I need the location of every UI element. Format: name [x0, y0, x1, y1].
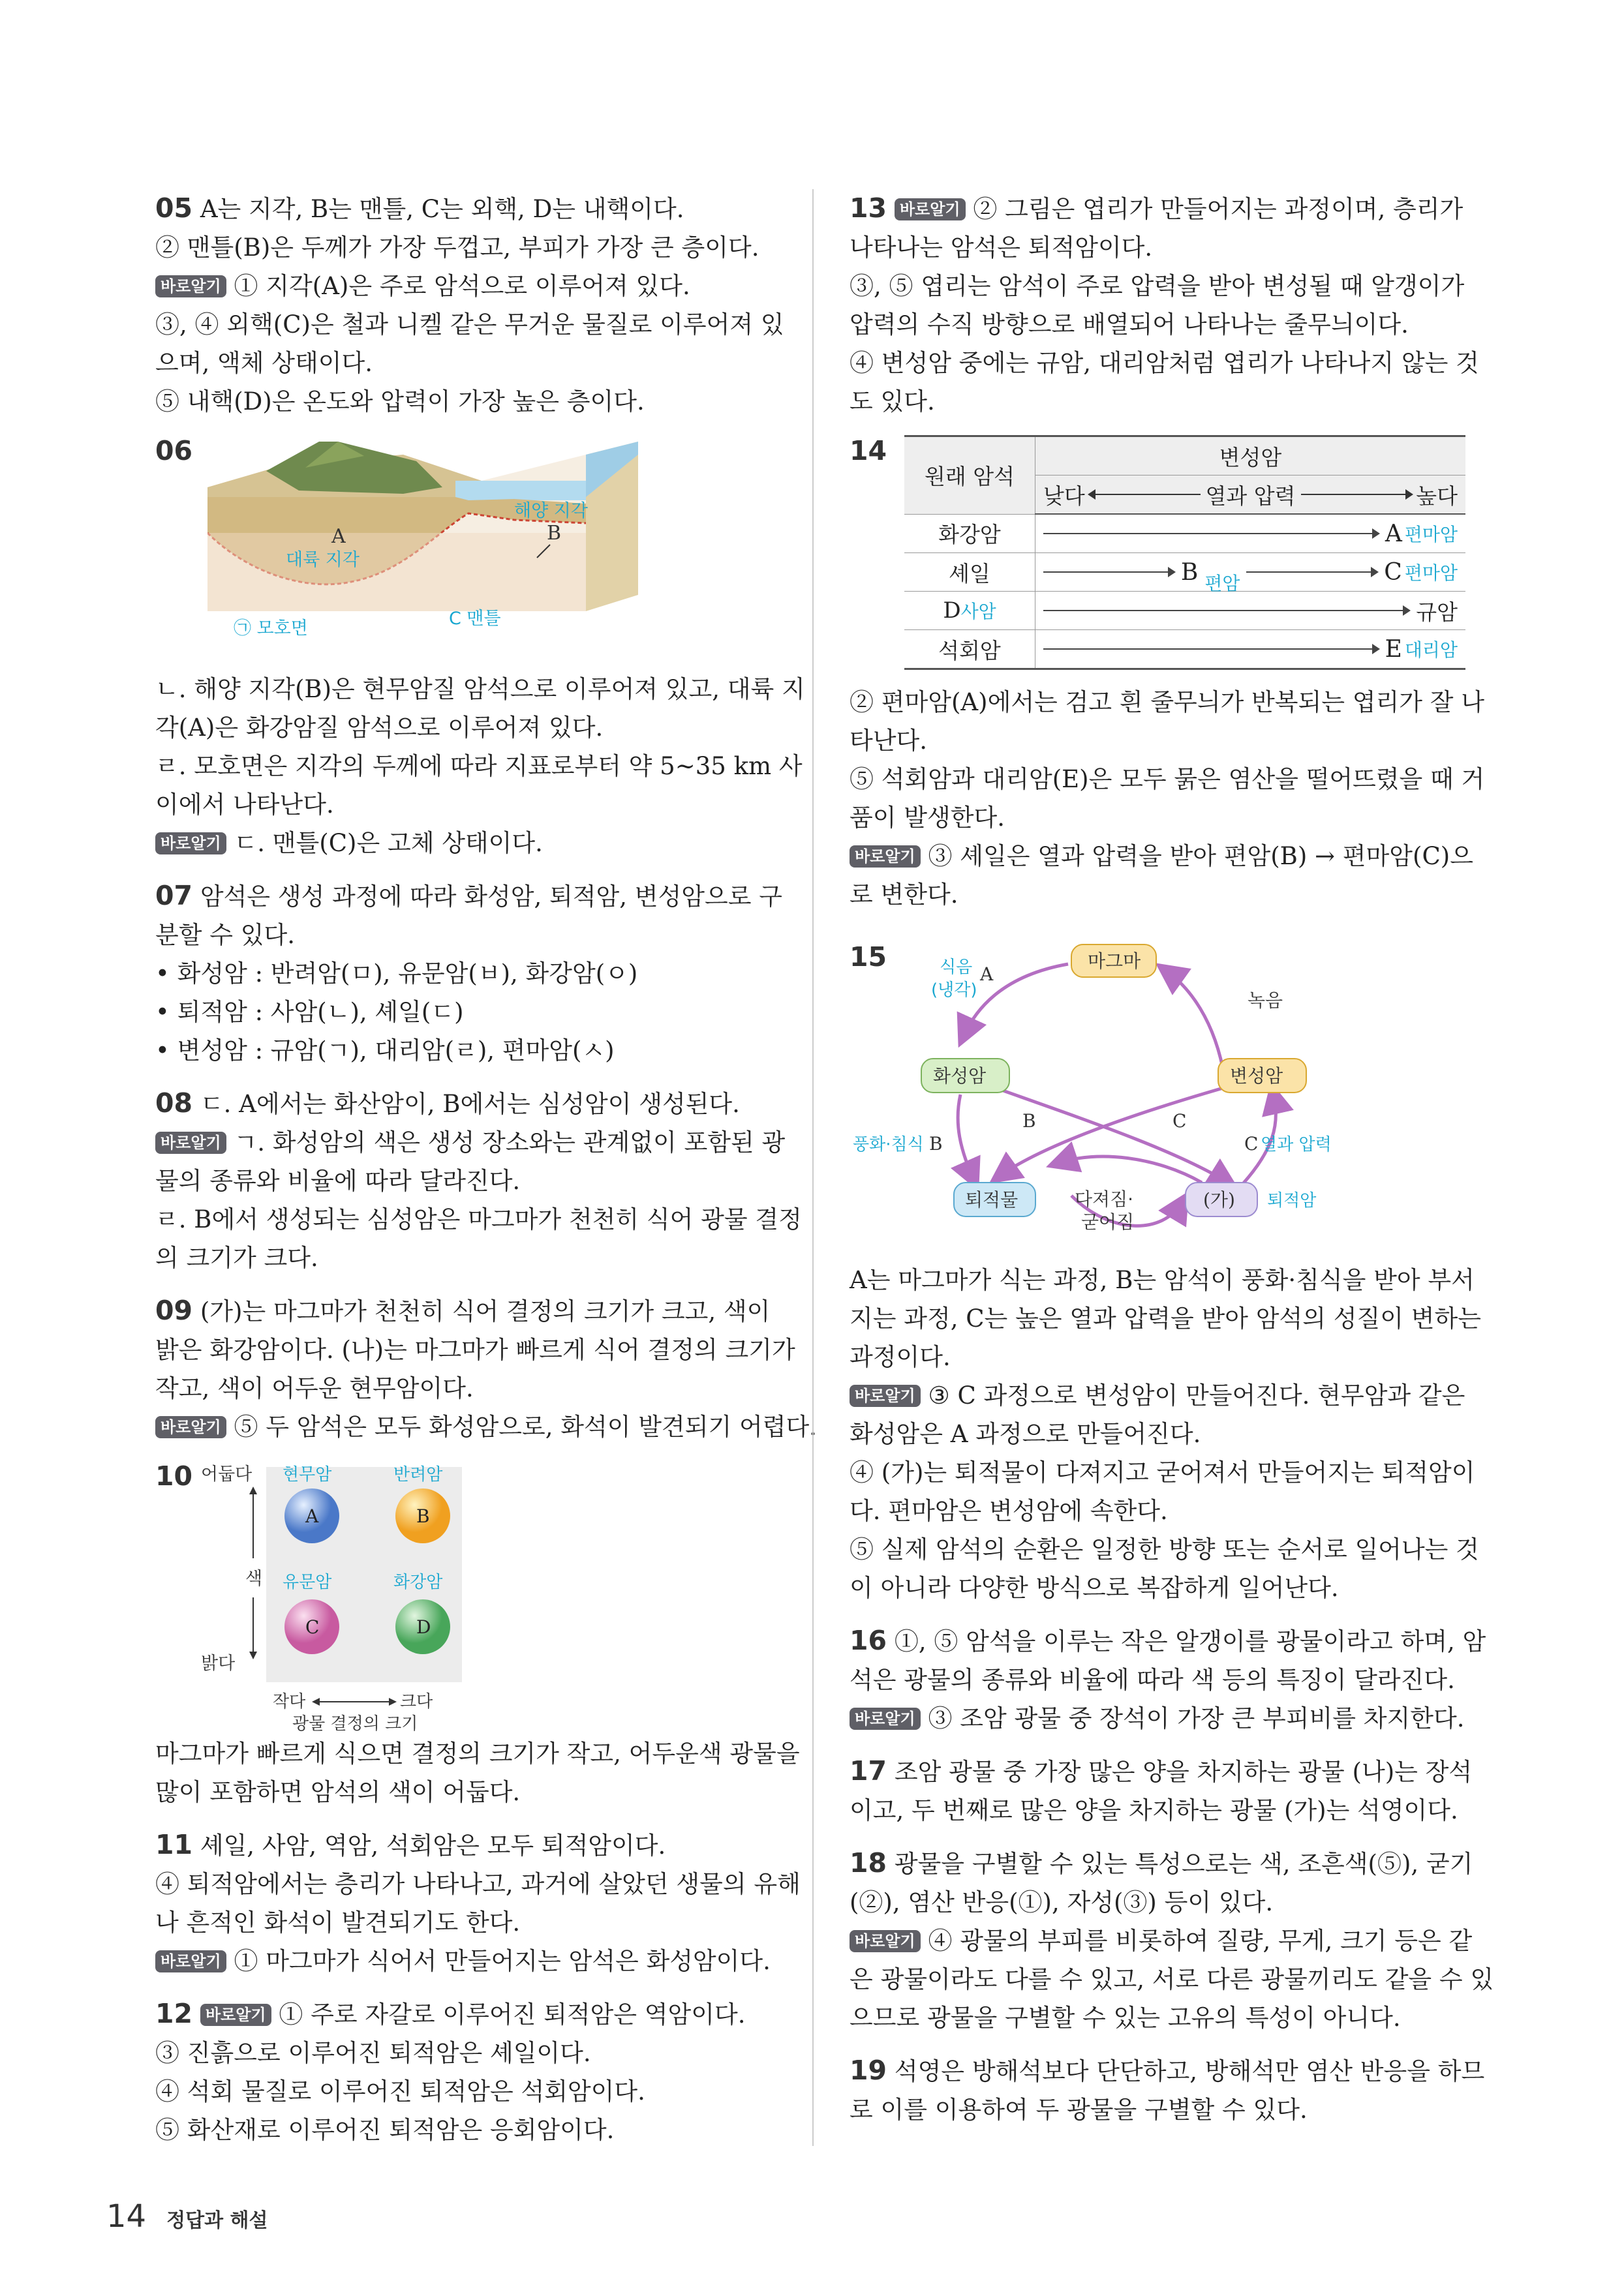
correction-badge: 바로알기 — [850, 845, 921, 868]
arrow-c-cross — [987, 1085, 1228, 1183]
arrow-weathering — [958, 1095, 973, 1179]
answer-text: ④ 퇴적암에서는 층리가 나타나고, 과거에 살았던 생물의 유해 — [155, 1870, 801, 1898]
label-sed-rock: 퇴적암 — [1267, 1191, 1317, 1211]
answer-06 — [155, 435, 805, 862]
answer-text: ④ (가)는 퇴적물이 다져지고 굳어져서 만들어지는 퇴적암이 — [850, 1458, 1475, 1487]
answer-text: • 변성암 : 규암(ㄱ), 대리암(ㄹ), 편마암(ㅅ) — [155, 1036, 615, 1065]
correction-text: ㄱ. 화성암의 색은 생성 장소와는 관계없이 포함된 광 — [234, 1128, 786, 1156]
correction-badge: 바로알기 — [155, 832, 226, 854]
axis-low: 낮다 — [1043, 483, 1085, 509]
answer-text: • 퇴적암 : 사암(ㄴ), 셰일(ㄷ) — [155, 998, 464, 1026]
label-c: C — [1244, 1133, 1259, 1155]
rock-rhyolite: 유문암 — [283, 1573, 332, 1592]
question-number: 12 — [155, 1998, 193, 2029]
answer-text: 이 아니라 다양한 방식으로 복잡하게 일어난다. — [850, 1574, 1339, 1602]
mountain-shape — [266, 442, 442, 494]
label-cementation: 굳어짐 — [1081, 1211, 1135, 1233]
answer-text: 조암 광물 중 가장 많은 양을 차지하는 광물 (나)는 장석 — [894, 1758, 1473, 1786]
answer-text: 나타나는 암석은 퇴적암이다. — [850, 234, 1153, 262]
correction-text: ③ C 과정으로 변성암이 만들어진다. 현무암과 같은 — [928, 1382, 1465, 1410]
answer-text: ④ 석회 물질로 이루어진 퇴적암은 석회암이다. — [155, 2077, 645, 2106]
question-number: 08 — [155, 1087, 193, 1119]
answer-text: 품이 발생한다. — [850, 804, 1005, 832]
correction-badge: 바로알기 — [850, 1385, 921, 1407]
right-column — [850, 189, 1494, 2143]
correction-text: ③ 조암 광물 중 장석이 가장 큰 부피비를 차지한다. — [928, 1704, 1465, 1732]
arrow-ga-weather — [1058, 1156, 1202, 1183]
result-c-name: 편마암 — [1404, 562, 1458, 584]
answer-text: 밝은 화강암이다. (나)는 마그마가 빠르게 식어 결정의 크기가 — [155, 1336, 795, 1364]
result-e-name: 대리암 — [1404, 639, 1458, 661]
label-b-side: B — [929, 1133, 943, 1155]
correction-text: ① 지각(A)은 주로 암석으로 이루어져 있다. — [234, 272, 690, 300]
question-number: 14 — [850, 435, 887, 466]
node-igneous-label: 화성암 — [933, 1065, 987, 1087]
result-b-name: 편암 — [1204, 573, 1240, 594]
question-number: 19 — [850, 2055, 887, 2086]
result-a-name: 편마암 — [1404, 524, 1458, 545]
rock-basalt: 현무암 — [283, 1465, 332, 1485]
answer-text: 이고, 두 번째로 많은 양을 차지하는 광물 (가)는 석영이다. — [850, 1796, 1458, 1824]
question-number: 07 — [155, 880, 193, 911]
arrow-melting — [1166, 971, 1225, 1078]
correction-text: ① 주로 자갈로 이루어진 퇴적암은 역암이다. — [279, 2001, 746, 2029]
answer-text: 셰일, 사암, 역암, 석회암은 모두 퇴적암이다. — [200, 1832, 666, 1860]
label-continental-crust: 대륙 지각 — [286, 550, 360, 570]
correction-text: ③ 셰일은 열과 압력을 받아 편암(B) → 편마암(C)으 — [928, 842, 1473, 870]
result-c: C — [1384, 558, 1402, 586]
pressure-axis — [1035, 479, 1465, 510]
answer-text: 광물을 구별할 수 있는 특성으로는 색, 조흔색(⑤), 굳기 — [894, 1850, 1473, 1878]
page-footer — [106, 2198, 268, 2235]
answer-text: 마그마가 빠르게 식으면 결정의 크기가 작고, 어두운색 광물을 — [155, 1740, 800, 1768]
answer-19 — [850, 2051, 1485, 2129]
answer-text: 로 변한다. — [850, 881, 958, 909]
answer-text: 으므로 광물을 구별할 수 있는 고유의 특성이 아니다. — [850, 2004, 1401, 2032]
correction-badge: 바로알기 — [155, 1132, 226, 1154]
answer-11 — [155, 1826, 801, 1980]
left-column — [155, 189, 817, 2164]
correction-text: ㄷ. 맨틀(C)은 고체 상태이다. — [234, 829, 543, 857]
correction-badge: 바로알기 — [155, 1950, 226, 1972]
correction-text: ④ 광물의 부피를 비롯하여 질량, 무게, 크기 등은 같 — [928, 1927, 1473, 1955]
answer-text: ③, ⑤ 엽리는 암석이 주로 압력을 받아 변성될 때 알갱이가 — [850, 272, 1465, 300]
answer-text: ⑤ 내핵(D)은 온도와 압력이 가장 높은 층이다. — [155, 387, 645, 415]
question-number: 09 — [155, 1295, 193, 1326]
correction-text: ⑤ 두 암석은 모두 화성암으로, 화석이 발견되기 어렵다. — [234, 1413, 817, 1441]
answer-text: ㄴ. 해양 지각(B)은 현무암질 암석으로 이루어져 있고, 대륙 지 — [155, 675, 805, 703]
answer-text: 분할 수 있다. — [155, 921, 295, 949]
answer-text: 압력의 수직 방향으로 배열되어 나타나는 줄무늬이다. — [850, 310, 1409, 339]
row-granite: 화강암 — [904, 514, 1035, 553]
row-d-name: 사암 — [960, 601, 996, 622]
axis-color: 색 — [245, 1569, 263, 1589]
answer-18 — [850, 1844, 1494, 2037]
answer-text: 타난다. — [850, 727, 927, 755]
result-a: A — [1385, 520, 1402, 547]
correction-badge: 바로알기 — [155, 275, 226, 297]
result-b: B — [1180, 558, 1199, 586]
page-number: 14 — [106, 2198, 147, 2235]
label-b-center: B — [1022, 1110, 1036, 1132]
correction-badge: 바로알기 — [895, 198, 966, 220]
correction-badge: 바로알기 — [850, 1708, 921, 1730]
answer-text: 암석은 생성 과정에 따라 화성암, 퇴적암, 변성암으로 구 — [200, 883, 783, 911]
circle-b-label: B — [416, 1505, 430, 1527]
question-number: 05 — [155, 192, 193, 224]
answer-16 — [850, 1622, 1486, 1738]
node-ga-label: (가) — [1203, 1189, 1235, 1211]
answer-text: A는 마그마가 식는 과정, B는 암석이 풍화·침식을 받아 부서 — [850, 1266, 1475, 1294]
header-original-rock: 원래 암석 — [904, 436, 1035, 515]
question-number: 15 — [850, 941, 887, 973]
axis-high: 높다 — [1416, 483, 1458, 509]
correction-text: ① 마그마가 식어서 만들어지는 암석은 화성암이다. — [234, 1947, 771, 1975]
label-b: B — [547, 522, 562, 545]
correction-badge: 바로알기 — [155, 1416, 226, 1438]
label-oceanic-crust: 해양 지각 — [514, 501, 588, 521]
answer-text: (가)는 마그마가 천천히 식어 결정의 크기가 크고, 색이 — [200, 1297, 771, 1325]
answer-12 — [155, 1995, 771, 2149]
answer-text: ② 편마암(A)에서는 검고 흰 줄무늬가 반복되는 엽리가 잘 나 — [850, 688, 1485, 716]
question-number: 16 — [850, 1625, 887, 1656]
label-a: A — [331, 525, 346, 548]
answer-text: ③, ④ 외핵(C)은 철과 니켈 같은 무거운 물질로 이루어져 있 — [155, 310, 784, 339]
circle-d-label: D — [416, 1616, 431, 1638]
rock-cycle-diagram — [850, 928, 1465, 1261]
answer-text: 많이 포함하면 암석의 색이 어둡다. — [155, 1778, 521, 1806]
label-cooling: 식음 — [940, 958, 973, 977]
answer-15 — [850, 928, 1481, 1607]
result-quartzite: 규암 — [1416, 599, 1458, 625]
axis-small: 작다 — [273, 1692, 306, 1712]
question-number: 11 — [155, 1829, 193, 1860]
correction-badge: 바로알기 — [850, 1930, 921, 1952]
answer-13 — [850, 189, 1479, 421]
answer-text: (②), 염산 반응(①), 자성(③) 등이 있다. — [850, 1888, 1274, 1916]
answer-05 — [155, 189, 784, 421]
answer-text: 물의 종류와 비율에 따라 달라진다. — [155, 1167, 521, 1195]
correction-badge: 바로알기 — [200, 2004, 271, 2026]
label-weathering: 풍화·침식 — [853, 1135, 924, 1155]
metamorphic-table — [904, 435, 1465, 670]
question-number: 18 — [850, 1847, 887, 1879]
axis-dark: 어둡다 — [201, 1464, 253, 1485]
answer-text: • 화성암 : 반려암(ㅁ), 유문암(ㅂ), 화강암(ㅇ) — [155, 959, 638, 988]
answer-text: ⑤ 화산재로 이루어진 퇴적암은 응회암이다. — [155, 2116, 615, 2144]
answer-text: 화성암은 A 과정으로 만들어진다. — [850, 1420, 1201, 1448]
circle-c-label: C — [305, 1616, 320, 1638]
answer-text: 지는 과정, C는 높은 열과 압력을 받아 암석의 성질이 변하는 — [850, 1305, 1481, 1333]
ocean-water — [455, 481, 586, 500]
answer-text: ② 맨틀(B)은 두께가 가장 두껍고, 부피가 가장 큰 층이다. — [155, 234, 759, 262]
answer-text: ⑤ 실제 암석의 순환은 일정한 방향 또는 순서로 일어나는 것 — [850, 1535, 1479, 1563]
page-label: 정답과 해설 — [166, 2209, 268, 2232]
answer-08 — [155, 1084, 802, 1277]
label-compaction: 다져짐· — [1075, 1188, 1134, 1210]
label-c-center: C — [1172, 1110, 1187, 1132]
row-d: D — [943, 597, 961, 624]
label-heat-pressure: 열과 압력 — [1261, 1135, 1332, 1155]
node-sediment-label: 퇴적물 — [965, 1189, 1019, 1211]
answer-text: 으며, 액체 상태이다. — [155, 349, 373, 377]
node-magma-label: 마그마 — [1088, 950, 1141, 972]
answer-text: ㄷ. A에서는 화산암이, B에서는 심성암이 생성된다. — [200, 1090, 740, 1118]
column-divider — [812, 189, 814, 2146]
answer-07 — [155, 877, 783, 1070]
row-shale: 셰일 — [904, 553, 1035, 592]
answer-09 — [155, 1292, 817, 1446]
question-number: 06 — [155, 435, 193, 466]
question-number: 17 — [850, 1755, 887, 1787]
answer-text: ⑤ 석회암과 대리암(E)은 모두 묽은 염산을 떨어뜨렸을 때 거 — [850, 765, 1485, 793]
label-moho: ㉠ 모호면 — [234, 618, 308, 639]
answer-text: 과정이다. — [850, 1343, 951, 1371]
answer-text: 도 있다. — [850, 387, 935, 415]
result-e: E — [1385, 635, 1402, 663]
answer-text: A는 지각, B는 맨틀, C는 외핵, D는 내핵이다. — [200, 195, 684, 223]
answer-10 — [155, 1460, 800, 1811]
arrow-cooling — [964, 964, 1068, 1036]
answer-14 — [850, 435, 1485, 914]
answer-text: ㄹ. 모호면은 지각의 두께에 따라 지표로부터 약 5~35 km 사 — [155, 752, 803, 780]
answer-text: 석은 광물의 종류와 비율에 따라 색 등의 특징이 달라진다. — [850, 1666, 1455, 1694]
answer-text: 각(A)은 화강암질 암석으로 이루어져 있다. — [155, 714, 604, 742]
rock-classification-chart — [201, 1460, 462, 1734]
answer-text: 다. 편마암은 변성암에 속한다. — [850, 1497, 1168, 1525]
answer-text: ③ 진흙으로 이루어진 퇴적암은 셰일이다. — [155, 2039, 591, 2067]
answer-text: 석영은 방해석보다 단단하고, 방해석만 염산 반응을 하므 — [894, 2057, 1485, 2085]
axis-light: 밝다 — [201, 1654, 236, 1674]
answer-17 — [850, 1752, 1473, 1830]
answer-text: 작고, 색이 어두운 현무암이다. — [155, 1374, 474, 1402]
circle-a-label: A — [305, 1505, 319, 1527]
label-cooling-paren: (냉각) — [931, 980, 977, 1000]
answer-text: 나 흔적인 화석이 발견되기도 한다. — [155, 1909, 521, 1937]
rock-gabbro: 반려암 — [393, 1465, 443, 1485]
question-number: 10 — [155, 1460, 193, 1492]
row-limestone: 석회암 — [904, 630, 1035, 669]
correction-text: ② 그림은 엽리가 만들어지는 과정이며, 층리가 — [973, 195, 1463, 223]
answer-text: ㄹ. B에서 생성되는 심성암은 마그마가 천천히 식어 광물 결정 — [155, 1205, 802, 1233]
axis-large: 크다 — [400, 1692, 433, 1712]
node-metamorphic-label: 변성암 — [1230, 1065, 1283, 1087]
rock-granite: 화강암 — [393, 1573, 443, 1592]
axis-heat-pressure: 열과 압력 — [1205, 483, 1296, 509]
answer-text: ①, ⑤ 암석을 이루는 작은 알갱이를 광물이라고 하며, 암 — [894, 1627, 1486, 1655]
label-mantle: C 맨틀 — [449, 609, 501, 629]
header-metamorphic: 변성암 — [1035, 436, 1466, 476]
earth-crust-diagram — [207, 442, 703, 657]
axis-title: 광물 결정의 크기 — [292, 1714, 418, 1734]
label-melting: 녹음 — [1248, 989, 1283, 1011]
answer-text: 은 광물이라도 다를 수 있고, 서로 다른 광물끼리도 같을 수 있 — [850, 1965, 1494, 1993]
question-number: 13 — [850, 192, 887, 224]
label-a: A — [980, 963, 994, 985]
answer-text: 의 크기가 크다. — [155, 1244, 318, 1272]
answer-text: 이에서 나타난다. — [155, 791, 334, 819]
answer-text: ④ 변성암 중에는 규암, 대리암처럼 엽리가 나타나지 않는 것 — [850, 349, 1479, 377]
answer-text: 로 이를 이용하여 두 광물을 구별할 수 있다. — [850, 2096, 1308, 2124]
